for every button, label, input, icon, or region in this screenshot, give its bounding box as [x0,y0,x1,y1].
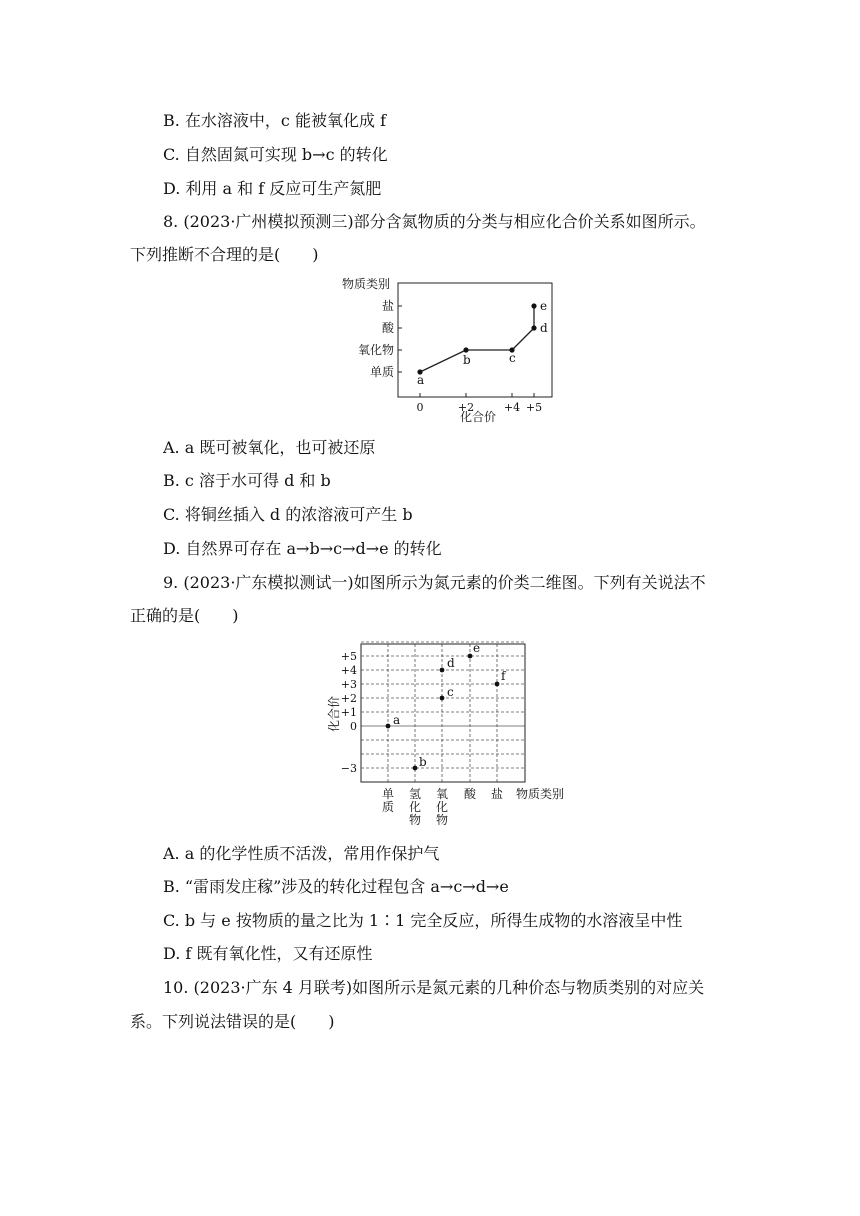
q8-option-b: B. c 溶于水可得 d 和 b [163,471,331,490]
q9-x-category [409,787,421,827]
q8-figure [330,273,570,428]
q9-x-category-char: 盐 [490,787,504,801]
q9-option-c: C. b 与 e 按物质的量之比为 1∶1 完全反应，所得生成物的水溶液呈中性 [163,911,683,930]
q8-option-a: A. a 既可被氧化，也可被还原 [163,438,376,457]
q8-y-title: 物质类别 [342,277,391,291]
q9-x-title: 物质类别 [516,787,565,801]
q9-y-tick-label: +2 [340,692,357,705]
q9-y-tick-label: 0 [350,720,357,733]
q8-point-label: b [463,353,471,367]
q9-point-label: e [473,641,481,655]
q7-option-c: C. 自然固氮可实现 b→c 的转化 [163,145,388,164]
q9-y-tick-label: +1 [340,706,357,719]
q9-point-e [468,654,473,659]
q8-y-axis-ticks [358,298,402,379]
q8-x-tick-label: +4 [503,401,521,414]
q7-option-b: B. 在水溶液中，c 能被氧化成 f [163,111,386,130]
q8-data-points [417,299,548,387]
q8-stem-line1: 8. (2023·广州模拟预测三)部分含氮物质的分类与相应化合价关系如图所示。 [163,212,706,231]
q8-connection-lines [420,306,534,372]
q8-point-e [531,303,536,308]
q9-x-category [464,787,477,801]
q7-option-d: D. 利用 a 和 f 反应可生产氮肥 [163,179,382,198]
q8-point-label: e [540,299,548,313]
q9-point-b [413,766,418,771]
q8-point-label: d [540,321,548,335]
q9-x-category [382,787,394,814]
q9-y-title: 化合价 [327,695,341,732]
q8-option-c: C. 将铜丝插入 d 的浓溶液可产生 b [163,505,413,524]
q9-x-axis-categories [382,786,503,827]
q8-point-b [463,347,468,352]
q8-y-tick-label: 盐 [381,299,394,313]
q9-point-label: a [393,713,401,727]
q8-stem-line2: 下列推断不合理的是( ) [130,245,319,264]
q9-point-f [495,682,500,687]
q9-point-d [440,668,445,673]
q9-option-b: B. “雷雨发庄稼”涉及的转化过程包含 a→c→d→e [163,877,509,896]
q9-dashed-grid [361,642,525,782]
q9-x-category-char: 化 [408,800,422,814]
q9-option-a: A. a 的化学性质不活泼，常用作保护气 [163,844,440,863]
q9-x-category-char: 酸 [463,787,477,801]
q9-point-c [440,696,445,701]
q8-y-tick-label: 酸 [381,321,394,335]
q8-x-title: 化合价 [460,410,497,424]
q9-point-label: d [447,656,455,670]
q8-x-tick-label: +5 [525,401,543,414]
q9-point-label: f [501,669,506,683]
q9-y-tick-label: +5 [340,650,357,663]
q9-y-tick-label: +4 [340,664,357,677]
q8-point-label: c [509,351,516,365]
q9-y-tick-label: +3 [340,678,357,691]
q9-data-points [386,641,507,770]
q8-point-label: a [417,373,425,387]
q8-segment [420,350,466,372]
q9-x-category-char: 氧 [435,787,449,801]
q8-y-tick-label: 单质 [369,365,394,379]
q9-x-category-char: 物 [435,813,449,827]
q9-point-label: c [447,685,454,699]
q9-point-a [386,724,391,729]
q9-option-d: D. f 既有氧化性，又有还原性 [163,944,373,963]
q9-x-category-char: 化 [435,800,449,814]
q9-y-axis-ticks [341,650,357,775]
q8-x-tick-label: 0 [416,401,424,414]
q8-x-tick-label: +2 [457,401,475,414]
q9-x-category-char: 单 [381,787,395,801]
q8-option-d: D. 自然界可存在 a→b→c→d→e 的转化 [163,539,442,558]
q8-point-d [531,325,536,330]
q9-stem-line2: 正确的是( ) [130,606,239,625]
q9-y-tick-label: −3 [340,762,357,775]
q10-stem-line1: 10. (2023·广东 4 月联考)如图所示是氮元素的几种价态与物质类别的对应关 [163,978,705,997]
q10-stem-line2: 系。下列说法错误的是( ) [130,1012,335,1031]
q9-x-category-char: 氢 [408,787,422,801]
q9-x-category [436,787,448,827]
q9-point-label: b [419,755,427,769]
q8-segment [512,328,534,350]
q8-y-tick-label: 氧化物 [357,343,394,357]
q9-x-category-char: 物 [408,813,422,827]
q9-x-category-char: 质 [381,800,395,814]
q9-stem-line1: 9. (2023·广东模拟测试一)如图所示为氮元素的价类二维图。下列有关说法不 [163,573,706,592]
q9-x-category [491,786,503,801]
q9-figure [320,638,580,832]
